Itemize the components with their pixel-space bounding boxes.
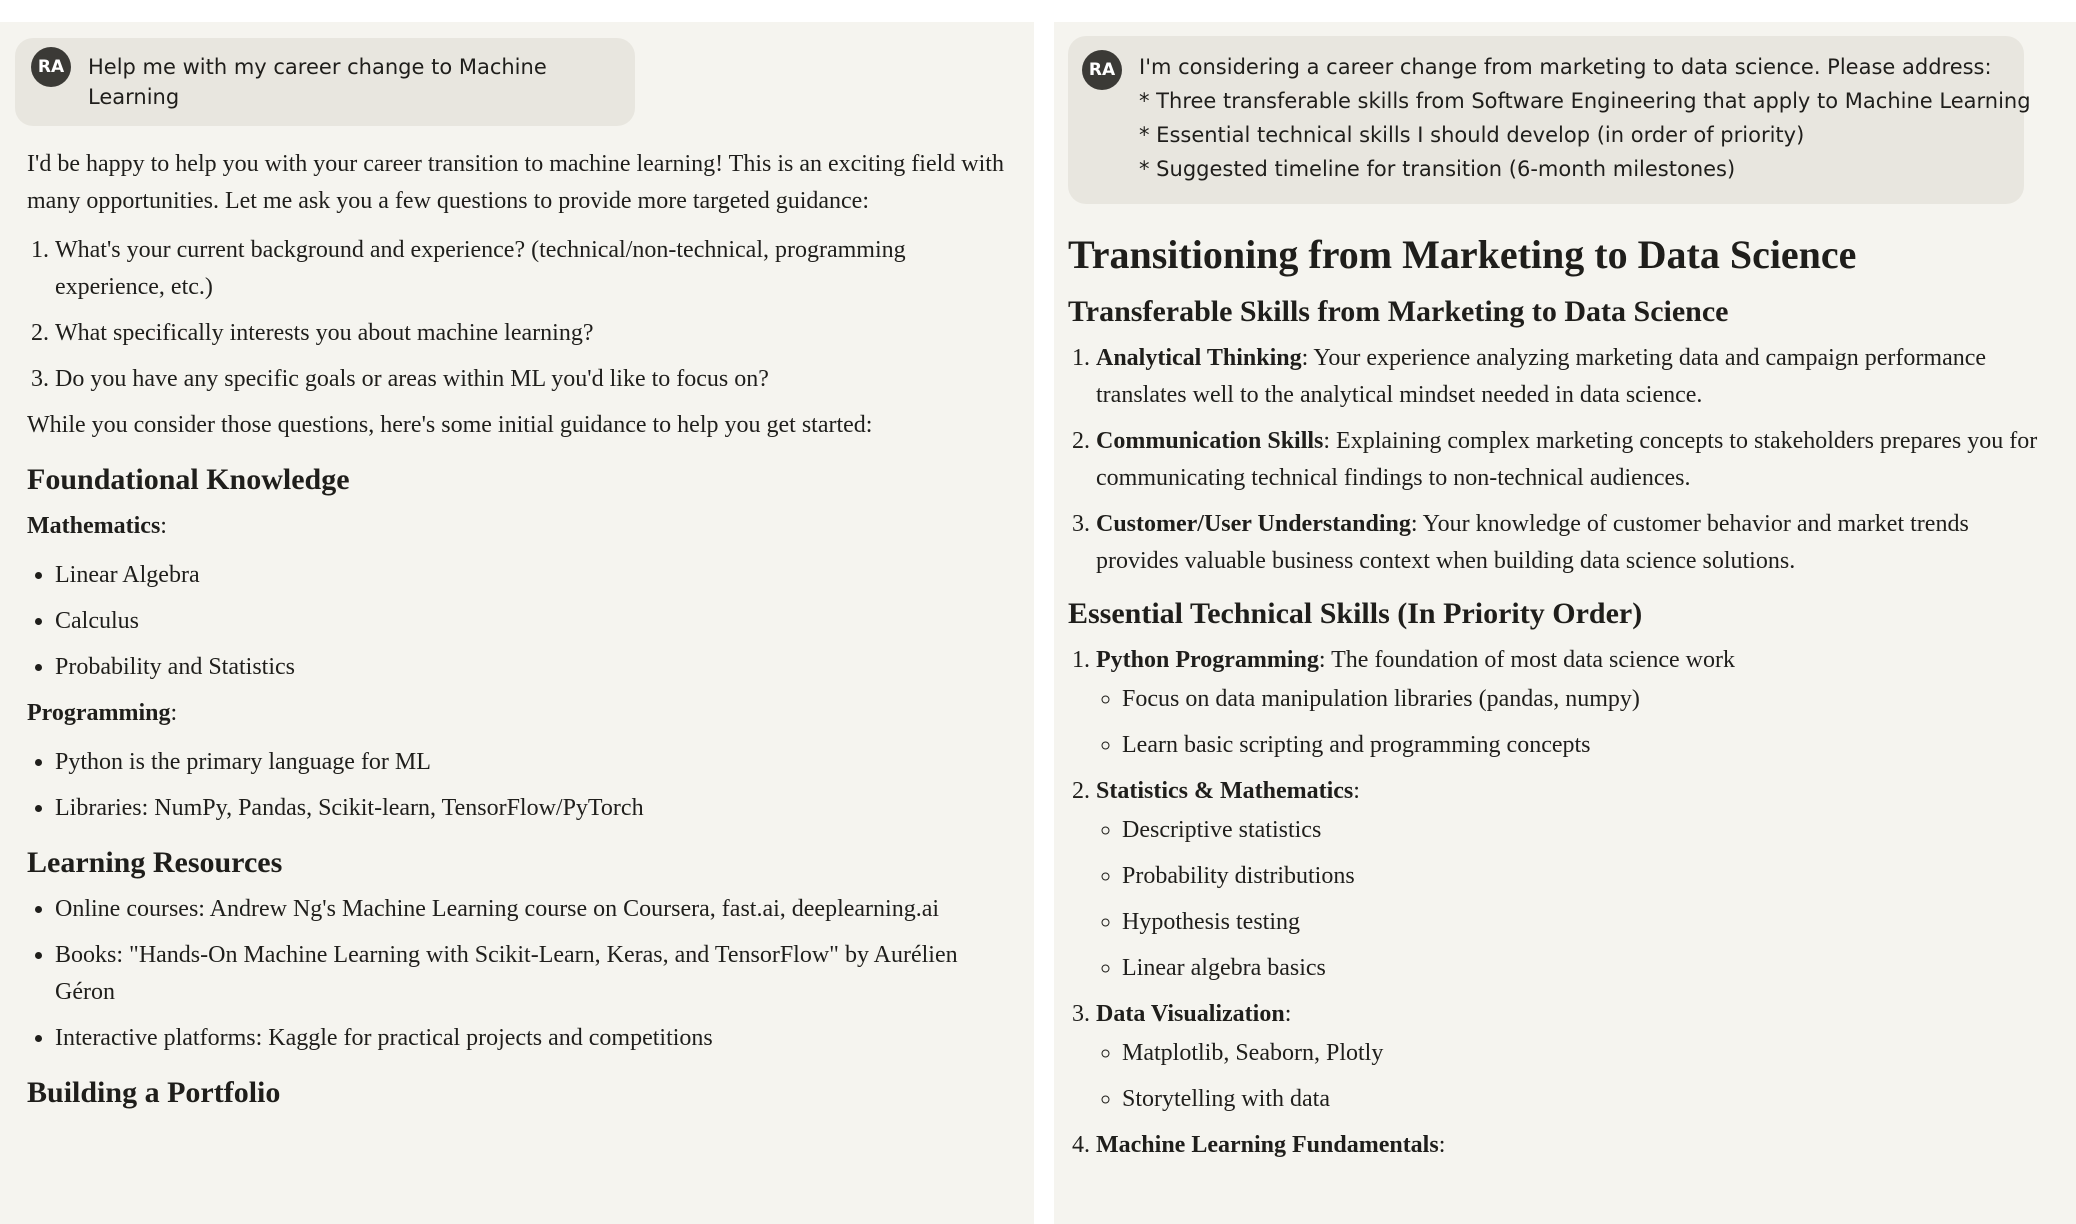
list-item: 3. Do you have any specific goals or areas within ML you'd like to focus on?: [55, 361, 1007, 398]
list-item: • Online courses: Andrew Ng's Machine Learning course on Coursera, fast.ai, deeplearning.ai: [55, 891, 1007, 928]
list-item: ◦ Learn basic scripting and programming concepts: [1122, 727, 2056, 764]
question-list: [27, 232, 1007, 398]
math-list: [27, 557, 1007, 686]
response-transition: While you consider those questions, here's some initial guidance to help you get started:: [27, 412, 873, 438]
section-heading-foundational: Foundational Knowledge: [27, 463, 350, 496]
assistant-response: [1068, 230, 2056, 1164]
response-intro: I'd be happy to help you with your career transition to machine learning! This is an exciting field with many opportunities. Let me ask you a few questions to provide more targeted guidance:: [27, 151, 1004, 214]
sub-list: [1096, 681, 2056, 764]
programming-list: [27, 744, 1007, 827]
programming-label: Programming:: [27, 700, 178, 726]
list-item: ◦ Storytelling with data: [1122, 1081, 2056, 1118]
user-message: [1068, 36, 2031, 204]
technical-list: [1068, 642, 2056, 1164]
list-item: ◦ Linear algebra basics: [1122, 950, 2056, 987]
right-conversation-panel: [1054, 22, 2076, 1224]
list-item: ◦ Probability distributions: [1122, 858, 2056, 895]
list-item: 1. What's your current background and experience? (technical/non-technical, programming experience, etc.): [55, 232, 1007, 306]
user-message-text: I'm considering a career change from marketing to data science. Please address: * Three transferable skills from Software Engineering that apply to Machine Learning * Essential technical skills I should develop (in order of priority) * Suggested timeline for transition (6-month milestones): [1139, 55, 2031, 181]
list-item: 4. Machine Learning Fundamentals:: [1096, 1127, 2056, 1164]
sub-list: [1096, 1035, 2056, 1118]
list-item: 2. Communication Skills: Explaining complex marketing concepts to stakeholders prepares you for communicating technical findings to non-technical audiences.: [1096, 423, 2056, 497]
user-message: [15, 38, 635, 126]
list-item: 2. Statistics & Mathematics: ◦ Descriptive statistics ◦ Probability distributions ◦ Hypothesis testing ◦ Linear algebra basics: [1096, 773, 2056, 987]
list-item: ◦ Hypothesis testing: [1122, 904, 2056, 941]
list-item: • Libraries: NumPy, Pandas, Scikit-learn, TensorFlow/PyTorch: [55, 790, 1007, 827]
section-heading-portfolio: Building a Portfolio: [27, 1076, 281, 1109]
list-item: 1. Python Programming: The foundation of most data science work ◦ Focus on data manipulation libraries (pandas, numpy) ◦ Learn basic scripting and programming concepts: [1096, 642, 2056, 764]
list-item: 3. Data Visualization: ◦ Matplotlib, Seaborn, Plotly ◦ Storytelling with data: [1096, 996, 2056, 1118]
list-item: • Interactive platforms: Kaggle for practical projects and competitions: [55, 1020, 1007, 1057]
list-item: ◦ Matplotlib, Seaborn, Plotly: [1122, 1035, 2056, 1072]
list-item: • Calculus: [55, 603, 1007, 640]
list-item: • Probability and Statistics: [55, 649, 1007, 686]
list-item: • Python is the primary language for ML: [55, 744, 1007, 781]
list-item: 2. What specifically interests you about machine learning?: [55, 315, 1007, 352]
math-label: Mathematics:: [27, 513, 167, 539]
user-avatar: RA: [31, 47, 71, 87]
list-item: ◦ Descriptive statistics: [1122, 812, 2056, 849]
list-item: • Linear Algebra: [55, 557, 1007, 594]
user-avatar: RA: [1082, 50, 1122, 90]
list-item: ◦ Focus on data manipulation libraries (pandas, numpy): [1122, 681, 2056, 718]
response-title: Transitioning from Marketing to Data Science: [1068, 232, 1857, 277]
user-message-text: Help me with my career change to Machine Learning: [88, 55, 547, 109]
transferable-list: [1068, 340, 2056, 580]
list-item: 1. Analytical Thinking: Your experience analyzing marketing data and campaign performance translates well to the analytical mindset needed in data science.: [1096, 340, 2056, 414]
list-item: 3. Customer/User Understanding: Your knowledge of customer behavior and market trends provides valuable business context when building data science solutions.: [1096, 506, 2056, 580]
section-heading-technical: Essential Technical Skills (In Priority Order): [1068, 597, 1643, 630]
section-heading-resources: Learning Resources: [27, 846, 283, 879]
assistant-response: [27, 146, 1007, 1113]
left-conversation-panel: [0, 22, 1034, 1224]
sub-list: [1096, 812, 2056, 987]
resources-list: [27, 891, 1007, 1057]
list-item: • Books: "Hands-On Machine Learning with Scikit-Learn, Keras, and TensorFlow" by Aurélien Géron: [55, 937, 1007, 1011]
section-heading-transferable: Transferable Skills from Marketing to Data Science: [1068, 295, 1729, 328]
